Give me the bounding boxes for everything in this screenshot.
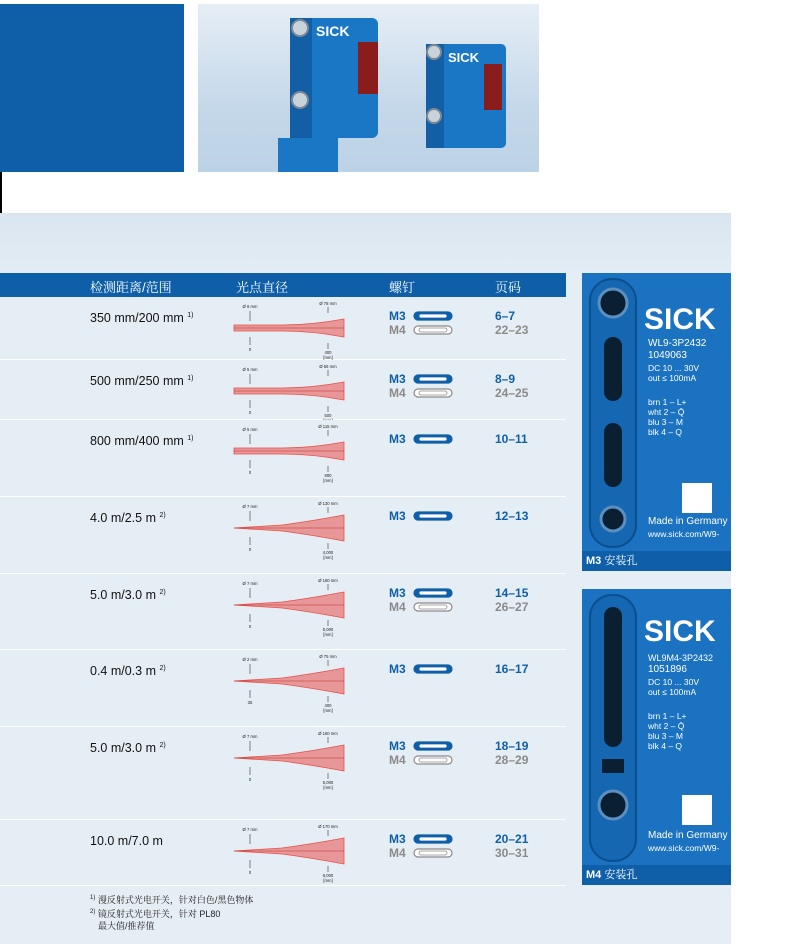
spot-end-label: Ø 160 mm — [318, 731, 338, 736]
dist-label: 6,000 — [322, 873, 334, 878]
page-ref: 22–23 — [495, 323, 529, 337]
sensor-m3-wire-2: wht 2 – Q̄ — [648, 407, 685, 417]
dist-label: 400 — [324, 350, 332, 355]
screw-slot-icon — [413, 388, 453, 398]
spot-end-label: Ø 130 mm — [318, 501, 338, 506]
sensor-m3-spec2: out ≤ 100mA — [648, 373, 697, 383]
screw-label: M3 — [389, 586, 406, 600]
dist-unit-label: [mm] — [323, 785, 333, 790]
screw-m4 — [389, 753, 453, 767]
sensor-m4-part: 1051896 — [648, 664, 687, 675]
row-range — [90, 511, 166, 525]
spot-start-label: Ø 7 mm — [242, 827, 258, 832]
page-ref: 14–15 — [495, 586, 529, 600]
spot-start-label: Ø 7 mm — [242, 734, 258, 739]
table-row — [0, 297, 566, 360]
dist-unit-label: [mm] — [323, 555, 333, 560]
footnotes — [90, 892, 253, 932]
table-row — [0, 497, 566, 574]
sensor-m4-caption: M4 安装孔 — [582, 865, 731, 885]
dist-label: 5,000 — [322, 780, 334, 785]
screw-m4 — [389, 386, 453, 400]
sensor-m4-model: WL9M4-3P2432 — [648, 653, 714, 663]
table-row — [0, 650, 566, 727]
row-range — [90, 588, 166, 602]
range-text: 5.0 m/3.0 m — [90, 588, 156, 602]
range-note: 2) — [159, 589, 166, 596]
screw-m3 — [389, 432, 453, 446]
screw-label: M3 — [389, 739, 406, 753]
dist-label: 4,000 — [322, 550, 334, 555]
col-pages: 页码 — [495, 280, 522, 295]
range-note: 1) — [187, 375, 194, 382]
table-row — [0, 727, 566, 820]
page-ref: 28–29 — [495, 753, 529, 767]
sensor-m3-wire-1: brn 1 – L+ — [648, 397, 687, 407]
spot-end-label: Ø 78 mm — [319, 301, 337, 306]
table-row — [0, 420, 566, 497]
dist-unit-label: [mm] — [323, 355, 333, 360]
screw-slot-icon — [413, 834, 453, 844]
dist-start-label: 0 — [248, 347, 252, 352]
page-ref: 26–27 — [495, 600, 529, 614]
screw-slot-icon — [413, 434, 453, 444]
dist-unit-label: [mm] — [323, 878, 333, 883]
page-ref: 12–13 — [495, 509, 529, 523]
sensor-m3-spec1: DC 10 ... 30V — [648, 363, 700, 373]
sensor-m3-wire-3: blu 3 – M — [648, 417, 683, 427]
spot-end-label: Ø 160 mm — [318, 578, 338, 583]
dist-start-label: 0 — [248, 470, 252, 475]
row-pages — [495, 586, 528, 614]
dist-start-label: 35 — [247, 700, 253, 705]
panel-top-band — [0, 213, 731, 273]
sensor-m4-spec2: out ≤ 100mA — [648, 687, 697, 697]
spec-table — [0, 273, 566, 883]
screw-m3 — [389, 372, 453, 386]
row-range — [90, 741, 166, 755]
range-note: 2) — [159, 512, 166, 519]
screw-m4 — [389, 323, 453, 337]
col-spot: 光点直径 — [236, 280, 289, 295]
page-ref: 30–31 — [495, 846, 529, 860]
screw-label: M3 — [389, 662, 406, 676]
screw-label: M3 — [389, 309, 406, 323]
row-pages — [495, 662, 528, 676]
table-header — [0, 273, 566, 297]
sensor-m4-made: Made in Germany — [648, 830, 728, 841]
screw-label: M3 — [389, 432, 406, 446]
row-screws — [389, 739, 453, 767]
sensor-m3-made: Made in Germany — [648, 516, 728, 527]
screw-slot-icon — [413, 374, 453, 384]
dist-start-label: 0 — [248, 547, 252, 552]
product-photo — [198, 4, 539, 172]
screw-label: M3 — [389, 509, 406, 523]
header-blue-block — [0, 4, 184, 172]
screw-slot-icon — [413, 741, 453, 751]
row-range — [90, 834, 163, 848]
page-ref: 6–7 — [495, 309, 516, 323]
screw-m3 — [389, 309, 453, 323]
row-pages — [495, 739, 528, 767]
row-pages — [495, 832, 528, 860]
range-note: 2) — [159, 742, 166, 749]
sensor-m3-model: WL9-3P2432 — [648, 338, 707, 349]
dist-label: 5,000 — [322, 627, 334, 632]
spot-start-label: Ø 5 mm — [242, 367, 258, 372]
col-range: 检测距离/范围 — [90, 280, 172, 295]
sensor-m4-wire-2: wht 2 – Q̄ — [648, 721, 685, 731]
screw-label: M4 — [389, 753, 406, 767]
col-screw: 螺钉 — [389, 280, 416, 295]
sensor-m4-spec1: DC 10 ... 30V — [648, 677, 700, 687]
table-row — [0, 820, 566, 886]
dist-start-label: 0 — [248, 624, 252, 629]
row-pages — [495, 309, 528, 337]
sensor-m3-part: 1049063 — [648, 350, 687, 361]
screw-label: M4 — [389, 323, 406, 337]
row-screws — [389, 662, 453, 676]
row-range — [90, 311, 194, 325]
spot-end-label: Ø 115 mm — [318, 424, 338, 429]
dist-start-label: 0 — [248, 410, 252, 415]
photo-brand-2: SICK — [448, 50, 480, 65]
sensor-m4-brand: SICK — [644, 615, 716, 648]
range-note: 1) — [187, 312, 194, 319]
row-screws — [389, 832, 453, 860]
row-range — [90, 664, 166, 678]
screw-label: M4 — [389, 846, 406, 860]
spot-start-label: Ø 7 mm — [242, 504, 258, 509]
table-row — [0, 574, 566, 650]
footnote-1: $^{1)}$ 漫反射式光电开关，针对白色/黑色物体 — [90, 895, 254, 905]
row-screws — [389, 432, 453, 446]
screw-m3 — [389, 586, 453, 600]
beam-diagram — [232, 364, 352, 426]
range-text: 350 mm/200 mm — [90, 311, 184, 325]
photo-brand-1: SICK — [316, 23, 350, 39]
sensor-m4-image — [582, 589, 731, 885]
row-pages — [495, 432, 528, 446]
beam-diagram — [232, 578, 352, 640]
spot-end-label: Ø 170 mm — [318, 824, 338, 829]
range-text: 4.0 m/2.5 m — [90, 511, 156, 525]
footnote-2: $^{2)}$ 镜反射式光电开关，针对 PL80 — [90, 909, 221, 919]
screw-m3 — [389, 509, 453, 523]
sensor-m3-wire-4: blk 4 – Q — [648, 427, 683, 437]
row-screws — [389, 372, 453, 400]
screw-m3 — [389, 739, 453, 753]
screw-label: M4 — [389, 386, 406, 400]
sensor-m4-wire-3: blu 3 – M — [648, 731, 683, 741]
range-note: 2) — [159, 665, 166, 672]
dist-label: 800 — [324, 473, 332, 478]
beam-diagram — [232, 424, 352, 486]
page-ref: 8–9 — [495, 372, 516, 386]
range-note: 1) — [187, 435, 194, 442]
row-range — [90, 434, 194, 448]
spot-start-label: Ø 5 mm — [242, 427, 258, 432]
range-text: 0.4 m/0.3 m — [90, 664, 156, 678]
spot-start-label: Ø 7 mm — [242, 581, 258, 586]
beam-diagram — [232, 731, 352, 793]
sensor-m3-brand: SICK — [644, 303, 716, 336]
row-screws — [389, 586, 453, 614]
row-pages — [495, 509, 528, 523]
screw-label: M4 — [389, 600, 406, 614]
beam-diagram — [232, 824, 352, 886]
table-row — [0, 360, 566, 420]
page-ref: 16–17 — [495, 662, 529, 676]
spot-end-label: Ø 75 mm — [319, 654, 337, 659]
row-screws — [389, 309, 453, 337]
dist-start-label: 0 — [248, 777, 252, 782]
screw-m4 — [389, 600, 453, 614]
dist-start-label: 0 — [248, 870, 252, 875]
spot-start-label: Ø 2 mm — [242, 657, 258, 662]
screw-slot-icon — [413, 311, 453, 321]
sensor-m4-wire-1: brn 1 – L+ — [648, 711, 687, 721]
sensor-m4-url: www.sick.com/W9- — [648, 843, 720, 853]
sensor-m4-wire-4: blk 4 – Q — [648, 741, 683, 751]
beam-diagram — [232, 301, 352, 363]
dist-label: 500 — [324, 413, 332, 418]
screw-slot-icon — [413, 755, 453, 765]
beam-diagram — [232, 654, 352, 716]
screw-slot-icon — [413, 848, 453, 858]
screw-slot-icon — [413, 602, 453, 612]
spot-end-label: Ø 56 mm — [319, 364, 337, 369]
dist-unit-label: [mm] — [323, 708, 333, 713]
screw-m4 — [389, 846, 453, 860]
screw-label: M3 — [389, 372, 406, 386]
sensor-m3-url: www.sick.com/W9- — [648, 529, 720, 539]
dist-unit-label: [mm] — [323, 478, 333, 483]
range-text: 5.0 m/3.0 m — [90, 741, 156, 755]
page-ref: 20–21 — [495, 832, 529, 846]
sensor-m3-caption: M3 安装孔 — [582, 551, 731, 571]
dist-label: 400 — [324, 703, 332, 708]
spot-start-label: Ø 6 mm — [242, 304, 258, 309]
row-range — [90, 374, 194, 388]
screw-label: M3 — [389, 832, 406, 846]
screw-m3 — [389, 832, 453, 846]
row-pages — [495, 372, 528, 400]
range-text: 800 mm/400 mm — [90, 434, 184, 448]
page-ref: 18–19 — [495, 739, 529, 753]
screw-m3 — [389, 662, 453, 676]
screw-slot-icon — [413, 511, 453, 521]
screw-slot-icon — [413, 325, 453, 335]
beam-diagram — [232, 501, 352, 563]
page-ref: 10–11 — [495, 432, 528, 446]
footnote-3: 最大值/推荐值 — [98, 921, 155, 931]
sensor-m3-image — [582, 273, 731, 571]
screw-slot-icon — [413, 588, 453, 598]
range-text: 10.0 m/7.0 m — [90, 834, 163, 848]
dist-unit-label: [mm] — [323, 632, 333, 637]
page-ref: 24–25 — [495, 386, 529, 400]
screw-slot-icon — [413, 664, 453, 674]
range-text: 500 mm/250 mm — [90, 374, 184, 388]
row-screws — [389, 509, 453, 523]
